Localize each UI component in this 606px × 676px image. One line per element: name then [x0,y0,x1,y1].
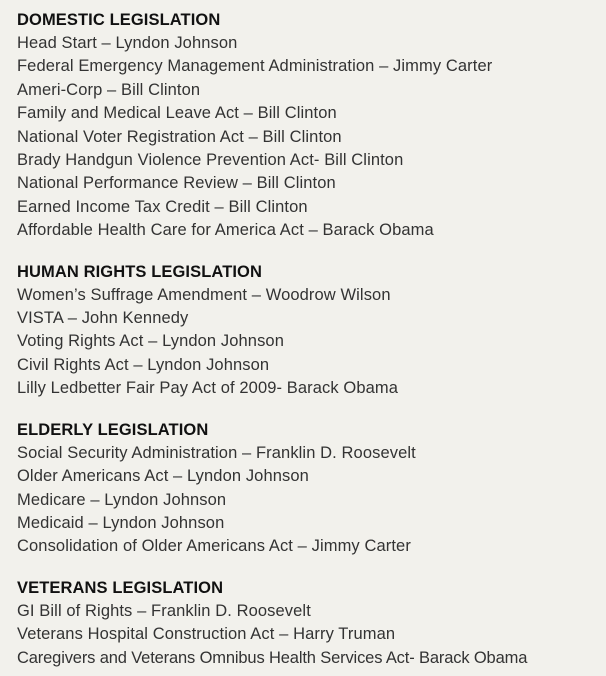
list-item: Veterans Hospital Construction Act – Harry Truman [17,625,396,644]
list-item: Voting Rights Act – Lyndon Johnson [17,332,284,351]
human-rights-legislation-section [17,261,606,401]
list-item: Brady Handgun Violence Prevention Act- Bill Clinton [17,151,404,170]
list-item: VISTA – John Kennedy [17,309,189,328]
list-item: Medicare – Lyndon Johnson [17,490,227,509]
legislation-list [17,442,606,559]
list-item: Caregivers and Veterans Omnibus Health Services Act- Barack Obama [17,648,528,667]
list-item: Consolidation of Older Americans Act – Jimmy Carter [17,537,411,556]
list-item: Lilly Ledbetter Fair Pay Act of 2009- Barack Obama [17,379,399,398]
list-item: Affordable Health Care for America Act – Barack Obama [17,221,434,240]
list-item: Ameri-Corp – Bill Clinton [17,80,201,99]
list-item: Federal Emergency Management Administration – Jimmy Carter [17,57,493,76]
veterans-legislation-section [17,577,606,670]
list-item: Older Americans Act – Lyndon Johnson [17,467,309,486]
list-item: Head Start – Lyndon Johnson [17,34,238,52]
section-heading: HUMAN RIGHTS LEGISLATION [17,262,263,281]
legislation-list [17,284,606,401]
list-item: GI Bill of Rights – Franklin D. Roosevelt [17,601,311,620]
list-item: Women’s Suffrage Amendment – Woodrow Wilson [17,285,391,304]
elderly-legislation-section [17,419,606,559]
legislation-list [17,32,606,243]
list-item: Family and Medical Leave Act – Bill Clinton [17,104,337,123]
list-item: National Voter Registration Act – Bill Clinton [17,127,342,146]
list-item: Social Security Administration – Franklin D. Roosevelt [17,443,416,462]
list-item: Civil Rights Act – Lyndon Johnson [17,355,270,374]
section-heading: VETERANS LEGISLATION [17,578,224,597]
section-heading: DOMESTIC LEGISLATION [17,11,221,29]
list-item: Earned Income Tax Credit – Bill Clinton [17,197,308,216]
legislation-list [17,600,606,670]
list-item: National Performance Review – Bill Clinton [17,174,336,193]
section-heading: ELDERLY LEGISLATION [17,420,209,439]
domestic-legislation-section [17,9,606,243]
list-item: Medicaid – Lyndon Johnson [17,513,225,532]
